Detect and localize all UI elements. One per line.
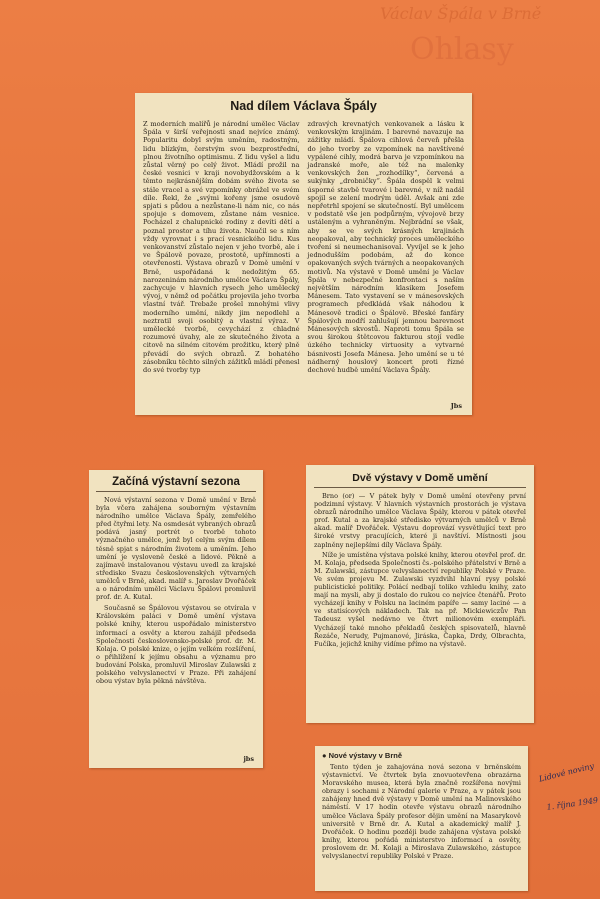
handwritten-source-note: Lidové noviny bbox=[538, 761, 595, 784]
clipping-nove-vystavy bbox=[315, 746, 528, 891]
clipping-zacina-sezona bbox=[89, 470, 263, 768]
article-paragraph-2: Níže je umístěna výstava polské knihy, kterou otevřel prof. dr. M. Kolaja, předseda Společnosti čs.-polského přátelství v Brně a M. Zulawski, zástupce velvyslanectví republiky Polské v Praze. Ve svém projevu M. Zulawski vyzdvihl hlavní rysy polské publicistické politiky. Polácí nedbají toliko vzhledu knihy, zato mají na mysli, aby ji dostalo do rukou co nejvíce čtenářů. Proto vycházejí knihy v Polsku na laciném papíře — samy laciné — a ve statisícových nákladech. Tak na př. Mickiewiczův Pan Tadeusz vyšel nedávno ve čtvrt milionovém exempláři. Vycházejí také mnoho překladů českých spisovatelů, hlavně Řezáče, Nerudy, Pujmanové, Jiráska, Čapka, Drdy, Olbrachta, Fučíka, jejichž knihy vidíme přímo na výstavě. bbox=[314, 550, 526, 648]
bullet-icon: ● bbox=[322, 751, 329, 760]
article-title: Nad dílem Václava Špály bbox=[230, 99, 377, 113]
article-title: Nové výstavy v Brně bbox=[328, 751, 402, 760]
faded-header-text: Václav Špála v Brně bbox=[380, 4, 542, 23]
article-paragraph-1: Brno (or) — V pátek byly v Domě umění otevřeny první podzimní výstavy. V hlavních výstavních prostorách je výstava obrazů národního umělce Václava Špály, kterou v pátek otevřel prof. Kutal a za krajské středisko výtvarných umělců v Brně akad. malíř Dvořáček. Výstavu doprovází vysvětlující text pro široké vrstvy pracujících, které ji navštíví. Místnosti jsou zaplněny nejlepšími díly Václava Špály. bbox=[314, 492, 526, 549]
article-body: Tento týden je zahajována nová sezona v brněnském výstavnictví. Ve čtvrtek byla znovuotevřena obrazárna Moravského musea, která byla značně rozšířena novými obrazy i sochami z Národní galerie v Praze, a v pátek jsou zahájeny hned dvě výstavy v Domě umění na Malinovského náměstí. V 17 hodin otevře výstavu obrazů národního umělce Václava Špály profesor dějin umění na Masarykově universitě v Brně dr. A. Kutal a akademický malíř J. Dvořáček. O hodinu později bude zahájena výstava polské knihy, kterou pořádá ministerstvo informací a osvěty, proslovem dr. M. Kolaji a Miroslava Zulawského, zástupce velvyslanectví republiky Polské v Praze. bbox=[322, 763, 521, 861]
article-column-2: zdravých krevnatých venkovanek a lásku k venkovským krajinám. I barevné navazuje na zážitky mládí. Špálova cihlová červeň přešla do jeho tvorby ze vzpomínek na navštívené vypálené cihly, modrá barva je vzpomínkou na jadranské moře, ale též na malenky venkovských žen „rozhodílky“, červená a sukýnky „drobničky“. Špála dospěl k velmi úsporné stavbě tvarové i barevné, v níž nadál spojil se zelení modrým úděl. Avšak ani zde nepřetrhl spojení se skutečností. Byl umělcem v podstatě vše jen podpůrným, vývojově brzy ustáleným a vyhraněným. Nejbrádní se však, aby se ve svých krásných krajinách neopakoval, aby technický proces uměleckého tvoření si neumechanisoval. Vyvíjel se k jeho jednodušším podobám, až do konce opakovaných svých tvárných a neopakovaných motivů. Na výstavě v Domě umění je Václav Špála v nebezpečné konfrontaci s naším největším národním klasikem Josefem Mánesem. Tato vystavení se v mánesovských programech předkládá však náhodou k Mánesově tradici o Špálově. Břeské fanfáry Špálových modří zahlušují jemnou barevnost Mánesových skvostů. Naproti tomu Špála se svou širokou štětcovou fakturou stojí vedle úzkého technicky virtuosity a vytvarné básnivosti Josefa Mánesa. Jeho umění se u té nádherný houslový koncert proti řízné dechové hudbě umění Václava Špály. bbox=[307, 120, 464, 375]
article-title: Dvě výstavy v Domě umění bbox=[352, 472, 488, 484]
article-title: Začíná výstavní sezona bbox=[112, 476, 240, 488]
article-column-1: Z moderních malířů je národní umělec Václav Špála v širší veřejnosti snad nejvíce známý. Popularitu dobyl svým uměním, radostným, lidu blízkým, čerstvým svou bezprostřední, plnou životního optimismu. Z lidu vyšel a lidu zůstal věrný po celý život. Mládí prožil na české vesnici v kraji novobydžovském a k těmto nejkrásnějším dobám svého života se stále vracel a své vzpomínky obrážel ve svém díle. Řekl, že „svými kořeny jsme osudově spjati s půdou a nezůstane-li nám nic, co nás spojuje s domovem, zůstane nám vesnice. Pocházel z chalupnické rodiny z devíti dětí a poznal prostor a tíhu života. Naučil se s ním vždy vyrovnat i s prací vesnického lidu. Kus venkovanství zůstalo nejen v jeho tvorbě, ale i ve Špálově povaze, prostotě, upřímnosti a otevřenosti. Výstava obrazů v Domě umění v Brně, uspořádaná k nedožitým 65. narozeninám národního umělce Václava Špály, zachycuje v hlavních rysech jeho umělecký vývoj, v němž od počátku projevila jeho tvorba vlastní tvář. Trebaže prošel mnohými vlivy moderního umění, nikdy jim nepodlehl a neztratil svoji osobitý a vlastní výraz. V umělecké tvorbě, cevychází z chladné rozumové úvahy, ale ze skutečného života a citově na silném citovém prožitku, který plně převádí do svých obrazů. Z bohatého zásobníku těchto silných zážitků mládí přenesl do své tvorby typ bbox=[143, 120, 300, 375]
article-title-row bbox=[322, 751, 521, 760]
article-signature: jbs bbox=[243, 755, 254, 763]
clipping-nad-dilem bbox=[135, 93, 472, 415]
clipping-dve-vystavy bbox=[306, 465, 534, 723]
article-paragraph-2: Současně se Špálovou výstavou se otvírala v Královském paláci v Domě umění výstava polské knihy, kterou uspořádalo ministerstvo informací a osvěty a kterou zahájil předseda Společnosti československo-polské prof. dr. M. Kolaja. O polské knize, o jejím velkém rozšíření, o přihlížení k jejímu obsahu a významu pro budování Polska, promluvil Miroslav Zulawski z polského velvyslanectví v Praze. Při zahájení obou výstav byla pěkná návštěva. bbox=[96, 604, 256, 686]
title-rule bbox=[314, 487, 526, 488]
article-signature: Jbs bbox=[450, 402, 462, 410]
title-rule bbox=[96, 491, 256, 492]
handwritten-date-note: 1. října 1949 bbox=[546, 795, 599, 812]
faded-header-big: Ohlasy bbox=[410, 32, 514, 67]
article-columns bbox=[143, 120, 464, 374]
article-paragraph-1: Nová výstavní sezona v Domě umění v Brně byla včera zahájena souborným výstavním národního umělce Václava Špály, zemřelého před čtyřmi lety. Na osmdesát vybraných obrazů podává jasný portrét o tvorbě tohoto význačného umělce, jenž byl celým svým dílem těsně spjat s národním životem a uměním. Jeho umění je vysloveně české a lidové. Pěkně a zajímavě instalovanou výstavu uvedl za krajské středisko Svazu československých výtvarných umělců v Brně, akad. malíř s. Jaroslav Dvořáček a o národním umělci Václavu Špálovi promluvil prof. dr. A. Kutal. bbox=[96, 496, 257, 602]
